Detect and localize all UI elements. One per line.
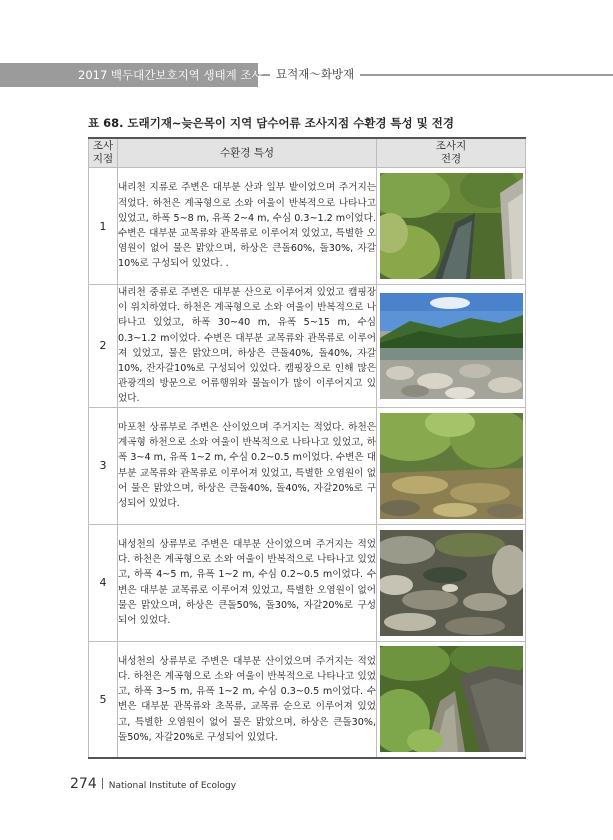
site-photo-cell	[377, 641, 526, 758]
site-number: 1	[89, 168, 118, 285]
site-number: 3	[89, 407, 118, 524]
site-photo	[380, 293, 523, 399]
table-row	[89, 524, 526, 641]
header-view	[377, 138, 526, 168]
site-photo-cell	[377, 407, 526, 524]
site-description: 마포천 상류부로 주변은 산이었으며 주거지는 적었다. 하천은 계곡형 하천으로 소와 여울이 반복적으로 나타나고 있었고, 하폭 3~4 m, 유폭 1~2 m, 수심 0.2~0.5 m이었다. 수변은 대부분 교목류와 관목류로 이루어져 있었고, 특별한 오염원이 없어 물은 맑았으며, 하상은 큰돌40%, 돌40%, 자갈20%로 구성되어 있었다.	[118, 407, 377, 524]
table-caption: 표 68. 도래기재~늦은목이 지역 담수어류 조사지점 수환경 특성 및 전경	[88, 116, 454, 130]
report-title: 2017 백두대간보호지역 생태계 조사	[78, 68, 263, 82]
site-photo-cell	[377, 285, 526, 408]
running-header	[0, 63, 613, 87]
site-photo	[380, 173, 523, 279]
table-row	[89, 641, 526, 758]
site-number: 2	[89, 285, 118, 408]
survey-site-table	[88, 137, 526, 759]
section-title: 묘적재～화방재	[270, 66, 360, 82]
header-view-line1: 조사지	[435, 140, 467, 152]
page-number: 274	[70, 776, 97, 792]
site-photo	[380, 413, 523, 519]
header-site-line1: 조사	[92, 140, 114, 152]
site-photo	[380, 646, 523, 752]
table-row	[89, 168, 526, 285]
footer-divider	[102, 778, 103, 789]
institute-name: National Institute of Ecology	[108, 781, 237, 791]
site-description: 내리천 중류로 주변은 대부분 산으로 이루어져 있었고 캠핑장이 위치하였다. 하천은 계곡형으로 소와 여울이 반복적으로 나타나고 있었고, 하폭 30~40 m, 유폭 5~15 m, 수심 0.3~1.2 m이었다. 수변은 대부분 교목류와 관목류로 이루어져 있었고, 물은 맑았으며, 하상은 큰돌40%, 돌40%, 자갈10%, 잔자갈10%로 구성되어 있었다. 캠핑장으로 인해 많은 관광객의 방문으로 어류행위와 물놀이가 많이 이루어지고 있었다.	[118, 285, 377, 408]
site-photo	[380, 530, 523, 636]
site-photo-cell	[377, 524, 526, 641]
table-header-row	[89, 138, 526, 168]
header-site-line2: 지점	[92, 153, 114, 165]
site-number: 4	[89, 524, 118, 641]
site-description: 내리천 지류로 주변은 대부분 산과 일부 밭이었으며 주거지는 적었다. 하천은 계곡형으로 소와 여울이 반복적으로 나타나고 있었고, 하폭 5~8 m, 유폭 2~4 m, 수심 0.3~1.2 m이었다. 수변은 대부분 교목류와 관목류로 이루어져 있었고, 특별한 오염원이 없어 물은 맑았으며, 하상은 큰돌60%, 돌30%, 자갈10%로 구성되어 있었다. .	[118, 168, 377, 285]
header-env: 수환경 특성	[118, 138, 377, 168]
site-description: 내성천의 상류부로 주변은 대부분 산이었으며 주거지는 적었다. 하천은 계곡형으로 소와 여울이 반복적으로 나타나고 있었고, 하폭 3~5 m, 유폭 1~2 m, 수심 0.3~0.5 m이었다. 수변은 대부분 관목류와 초목류, 교목류 순으로 이루어져 있었고, 특별한 오염원이 없어 물은 맑았으며, 하상은 큰돌30%, 돌50%, 자갈20%로 구성되어 있었다.	[118, 641, 377, 758]
header-site	[89, 138, 118, 168]
header-view-line2: 전경	[440, 153, 462, 165]
table-row	[89, 407, 526, 524]
site-number: 5	[89, 641, 118, 758]
table-row	[89, 285, 526, 408]
page-footer	[70, 773, 236, 792]
site-photo-cell	[377, 168, 526, 285]
site-description: 내성천의 상류부로 주변은 대부분 산이었으며 주거지는 적었다. 하천은 계곡형으로 소와 여울이 반복적으로 나타나고 있었고, 하폭 4~5 m, 유폭 1~2 m, 수심 0.2~0.5 m이었다. 수변은 대부분 교목류로 이루어져 있었고, 특별한 오염원이 없어 물은 맑았으며, 하상은 큰돌50%, 돌30%, 자갈20%로 구성되어 있었다.	[118, 524, 377, 641]
